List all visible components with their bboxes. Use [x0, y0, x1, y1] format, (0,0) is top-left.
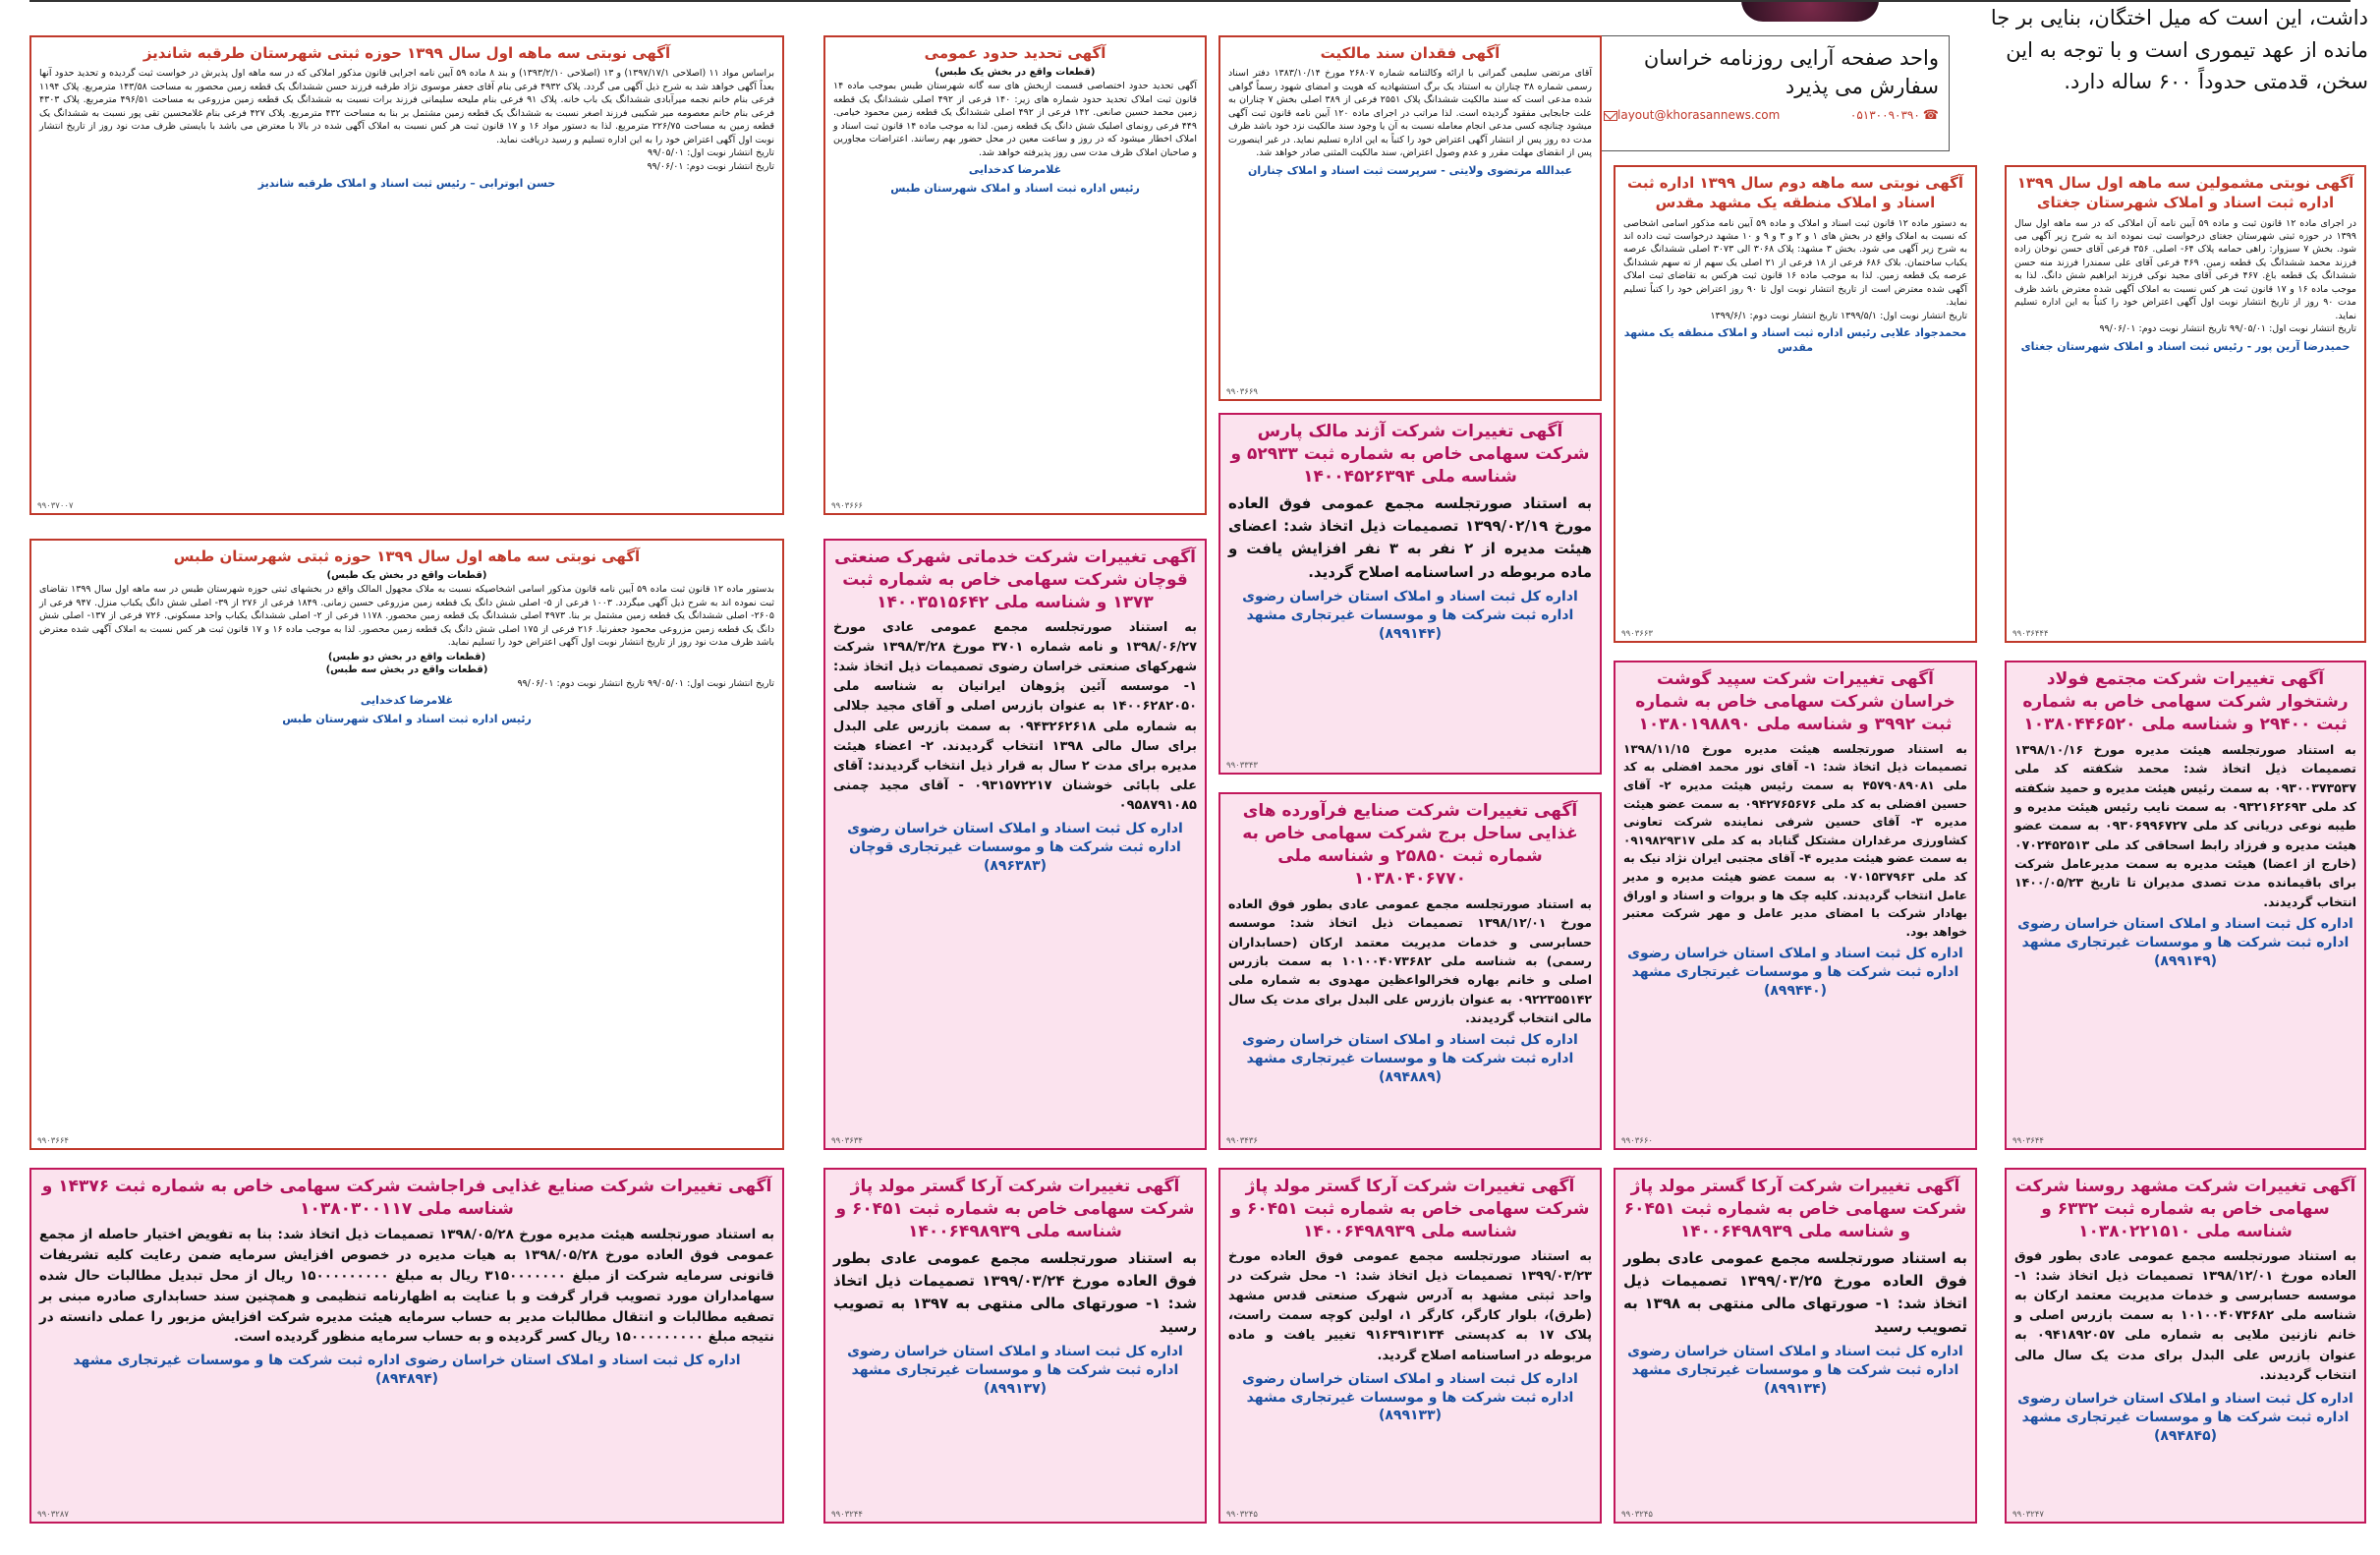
- header-image-fragment: [1741, 0, 1879, 22]
- ad-lost-deed: آگهی فقدان سند مالکیت آقای مرتضی سلیمی گمرانی با ارائه وکالتنامه شماره ۲۶۸۰۷ مورخ ۱۳۸۳/۱۰/۱۴ دفتر اسناد رسمی شماره ۳۸ چناران به استناد یک برگ استشهادیه که هویت و امضای شهود رسماً گواهی شده مدعی است که سند مالکیت ششدانگ پلاک ۲۵۵۱ فرعی از ۳۸۹ اصلی بخش ۷ چناران به علت جابجایی مفقود گردیده است. لذا مراتب در اجرای ماده ۱۲۰ آیین نامه قانون ثبت آگهی میشود چنانچه کسی مدعی انجام معامله نسبت به آن یا وجود سند مالکیت نزد خود باشد ظرف مدت ده روز پس از انتشار آگهی اعتراض خود را کتباً به این اداره تسلیم نماید. در غیر اینصورت پس از انقضای مهلت مقرر و عدم وصول اعتراض، سند مالکیت المثنی صادر خواهد شد. عبدالله مرتضوی ولایتی - سرپرست ثبت اسناد و املاک چناران ۹۹۰۳۶۶۹: [1218, 35, 1602, 401]
- ad-registry-joghatai: آگهی نوبتی مشمولین سه ماهه اول سال ۱۳۹۹ اداره ثبت اسناد و املاک شهرستان جغتای در اجرای ماده ۱۲ قانون ثبت و ماده ۵۹ آیین نامه آن املاکی که در سه ماهه اول سال ۱۳۹۹ در حوزه ثبتی شهرستان جغتای درخواست ثبت نموده اند به شرح زیر آگهی می شود. بخش ۷ سبزوار: راهی حمامه پلاک ۶۴- اصلی. ۳۵۶ فرعی آقای حسن نوخان زاده فرزند محمد ششدانگ یک قطعه زمین. ۴۶۹ فرعی آقای علی سمندرا فرزند منه حسن ششدانگ یک قطعه باغ. ۴۶۷ فرعی آقای مجید نوکی فرزند ابراهیم شش دانگ. لذا به موجب ماده ۱۶ و ۱۷ قانون ثبت هر کس نسبت به املاک آگهی شده معترض باشد ظرف مدت ۹۰ روز از تاریخ انتشار نوبت اول آگهی اعتراض خود را کتباً به این اداره تسلیم نماید. تاریخ انتشار نوبت اول: ۹۹/۰۵/۰۱ تاریخ انتشار نوبت دوم: ۹۹/۰۶/۰۱ حمیدرضا آرین پور - رئیس ثبت اسناد و املاک شهرستان جغتای ۹۹۰۳۶۴۴۴: [2005, 165, 2366, 643]
- contact-row: [1601, 108, 1939, 123]
- ad-quchan-industrial: آگهی تغییرات شرکت خدماتی شهرک صنعتی قوچان شرکت سهامی خاص به شماره ثبت ۱۳۷۳ و شناسه ملی ۱۴۰۰۳۵۱۵۶۴۲ به استناد صورتجلسه مجمع عمومی عادی مورخ ۱۳۹۸/۰۶/۲۷ و نامه شماره ۳۷۰۱ مورخ ۱۳۹۸/۳/۲۸ شرکت شهرکهای صنعتی خراسان رضوی تصمیمات ذیل اتخاذ شد: ۱- موسسه آئین پژوهان ایرانیان به شناسه ملی ۱۴۰۰۶۲۸۲۰۵۰ به عنوان بازرس اصلی و آقای مجید جلالی به شماره ملی ۰۹۴۳۲۶۲۶۱۸ به سمت بازرس علی البدل برای سال مالی ۱۳۹۸ انتخاب گردیدند. ۲- اعضاء هیئت مدیره برای مدت ۲ سال به قرار ذیل انتخاب گردیدند: آقای علی بابائی خوشنان ۰۹۳۱۵۷۲۲۱۷ - آقای مجید چمنی ۰۹۵۸۷۹۱۰۸۵ اداره کل ثبت اسناد و املاک استان خراسان رضوی اداره ثبت شرکت ها و موسسات غیرتجاری قوچان (۸۹۶۳۸۳) ۹۹۰۳۶۳۴: [823, 539, 1207, 1150]
- ad-arka-gostar-1: آگهی تغییرات شرکت آرکا گستر مولد پاژ شرکت سهامی خاص به شماره ثبت ۶۰۴۵۱ و شناسه ملی ۱۴۰۰۶۴۹۸۹۳۹ به استناد صورتجلسه مجمع عمومی عادی بطور فوق العاده مورخ ۱۳۹۹/۰۳/۲۴ تصمیمات ذیل اتخاذ شد: ۱- صورتهای مالی منتهی به ۱۳۹۷ به تصویب رسید اداره کل ثبت اسناد و املاک استان خراسان رضوی اداره ثبت شرکت ها و موسسات غیرتجاری مشهد (۸۹۹۱۳۷) ۹۹۰۳۲۴۴: [823, 1168, 1207, 1524]
- ad-arka-gostar-2: آگهی تغییرات شرکت آرکا گستر مولد پاژ شرکت سهامی خاص به شماره ثبت ۶۰۴۵۱ و شناسه ملی ۱۴۰۰۶۴۹۸۹۳۹ به استناد صورتجلسه مجمع عمومی فوق العاده مورخ ۱۳۹۹/۰۳/۲۳ تصمیمات ذیل اتخاذ شد: ۱- محل شرکت در واحد ثبتی مشهد به آدرس شهرک صنعتی قدس مشهد (طرق)، بلوار کارگر، کارگر ۱، اولین کوچه سمت راست، پلاک ۱۷ به کدپستی ۹۱۶۳۹۱۳۱۳۴ تغییر یافت و ماده مربوطه در اساسنامه اصلاح گردید. اداره کل ثبت اسناد و املاک استان خراسان رضوی اداره ثبت شرکت ها و موسسات غیرتجاری مشهد (۸۹۹۱۳۳) ۹۹۰۳۲۴۵: [1218, 1168, 1602, 1524]
- ad-farajasht-food: آگهی تغییرات شرکت صنایع غذایی فراجاشت شرکت سهامی خاص به شماره ثبت ۱۴۳۷۶ و شناسه ملی ۱۰۳۸۰۳۰۰۱۱۷ به استناد صورتجلسه هیئت مدیره مورخ ۱۳۹۸/۰۵/۲۸ تصمیمات ذیل اتخاذ شد: بنا به تفویض اختیار حاصله از مجمع عمومی فوق العاده مورخ ۱۳۹۸/۰۵/۲۸ به هیات مدیره در خصوص افزایش سرمایه ضمن رعایت کلیه تشریفات قانونی سرمایه شرکت از مبلغ ۳۱۵۰۰۰۰۰۰۰ ریال به مبلغ ۱۵۰۰۰۰۰۰۰۰۰ ریال از محل تبدیل مطالبات حال شده سهامداران مورد تصویب قرار گرفت و با عنایت به اظهارنامه تنظیمی و همچنین سند حسابداری صادره مبنی بر تصفیه مطالبات و انتقال مطالبات مدیر به حساب سرمایه هیئت مدیره شرکت افزایش مزبور را عملی دانسته در نتیجه مبلغ ۱۵۰۰۰۰۰۰۰۰۰ ریال کسر گردیده و به حساب سرمایه منظور گردیده است. اداره کل ثبت اسناد و املاک استان خراسان رضوی اداره ثبت شرکت ها و موسسات غیرتجاری مشهد (۸۹۴۸۹۴) ۹۹۰۳۲۸۷: [29, 1168, 784, 1524]
- ad-rashtkhar-steel: آگهی تغییرات شرکت مجتمع فولاد رشتخوار شرکت سهامی خاص به شماره ثبت ۲۹۴۰۰ و شناسه ملی ۱۰۳۸۰۴۴۶۵۲۰ به استناد صورتجلسه هیئت مدیره مورخ ۱۳۹۸/۱۰/۱۶ تصمیمات ذیل اتخاذ شد: محمد شکفته کد ملی ۰۹۳۰۰۳۷۳۵۳۷ به سمت رئیس هیئت مدیره و حمید شکفته کد ملی ۰۹۳۲۱۶۲۶۹۳ به سمت نایب رئیس هیئت مدیره و طیبه نوعی دریانی کد ملی ۰۹۳۰۶۹۹۶۷۲۷ به سمت عضو هیئت مدیره و فرزاد رابط اسحاقی کد ملی ۰۷۰۲۴۵۲۵۱۳ (خارج از اعضا) هیئت مدیره به سمت مدیرعامل شرکت برای باقیمانده مدت تصدی مدیران تا تاریخ ۱۴۰۰/۰۵/۲۳ انتخاب گردیدند. اداره کل ثبت اسناد و املاک استان خراسان رضوی اداره ثبت شرکت ها و موسسات غیرتجاری مشهد (۸۹۹۱۴۹) ۹۹۰۳۶۴۴: [2005, 661, 2366, 1150]
- ad-sahel-borj: آگهی تغییرات شرکت صنایع فرآورده های غذایی ساحل برج شرکت سهامی خاص به شماره ثبت ۲۵۸۵۰ و شناسه ملی ۱۰۳۸۰۴۰۶۷۷۰ به استناد صورتجلسه مجمع عمومی عادی بطور فوق العاده مورخ ۱۳۹۸/۱۲/۰۱ تصمیمات ذیل اتخاذ شد: موسسه حسابرسی و خدمات مدیریت معتمد ارکان (حسابداران رسمی) به شناسه ملی ۱۰۱۰۰۴۰۷۳۶۸۲ به سمت بازرس اصلی و خانم بهاره فخرالواعظین مهدوی به شماره ملی ۰۹۲۲۳۵۵۱۴۲ به عنوان بازرس علی البدل برای مدت یک سال مالی انتخاب گردیدند. اداره کل ثبت اسناد و املاک استان خراسان رضوی اداره ثبت شرکت ها و موسسات غیرتجاری مشهد (۸۹۴۸۸۹) ۹۹۰۳۴۳۶: [1218, 792, 1602, 1150]
- ad-boundary-tabas: آگهی تحدید حدود عمومی (قطعات واقع در بخش یک طبس) آگهی تحدید حدود اختصاصی قسمت ازبخش های سه گانه شهرستان طبس بموجب ماده ۱۴ قانون ثبت املاک تحدید حدود شماره های زیر: ۱۴۰ فرعی از ۴۹۲ اصلی ششدانگ یک قطعه زمین محمد حسین صانعی. ۱۴۲ فرعی از ۴۹۲ اصلی ششدانگ یک قطعه زمین محمود خیامی. ۴۴۹ فرعی رونمای اصلیک شش دانگ یک قطعه زمین. لذا به موجب ماده ۱۴ قانون ثبت اسناد و املاک اخطار میشود که در روز و ساعت معین در محل حضور بهم رسانند. اعتراضات مجاورین و صاحبان املاک ظرف مدت سی روز پذیرفته خواهد شد. غلامرضا کدخدایی رئیس اداره ثبت اسناد و املاک شهرستان طبس ۹۹۰۳۶۶۶: [823, 35, 1207, 515]
- ad-sepid-gousht: آگهی تغییرات شرکت سپید گوشت خراسان شرکت سهامی خاص به شماره ثبت ۳۹۹۲ و شناسه ملی ۱۰۳۸۰۱۹۸۸۹۰ به استناد صورتجلسه هیئت مدیره مورخ ۱۳۹۸/۱۱/۱۵ تصمیمات ذیل اتخاذ شد: ۱- آقای نور محمد افضلی به کد ملی ۴۵۷۹۰۸۹۰۸۱ به سمت رئیس هیئت مدیره ۲- آقای حسین افضلی به کد ملی ۰۹۴۲۷۶۵۶۷۶ به سمت عضو هیئت مدیره ۳- آقای حسین شرفی نماینده شرکت تعاونی کشاورزی مرغداران مشتکل گناباد به کد ملی ۰۹۱۹۸۲۹۳۱۷ به سمت عضو هیئت مدیره ۴- آقای مجتبی ایران نژاد نیک به کد ملی ۰۷۰۱۵۳۷۹۶۳ به سمت عضو هیئت مدیره و مدیر عامل انتخاب گردیدند. کلیه چک ها و بروات و اسناد و اوراق بهادار شرکت با امضای مدیر عامل و مهر شرکت معتبر خواهد بود. اداره کل ثبت اسناد و املاک استان خراسان رضوی اداره ثبت شرکت ها و موسسات غیرتجاری مشهد (۸۹۹۴۴۰) ۹۹۰۳۶۶۰: [1614, 661, 1977, 1150]
- contact-phone[interactable]: ☎۰۵۱۳۰۰۹۰۳۹۰: [1849, 107, 1939, 123]
- email-icon: [1604, 111, 1617, 121]
- ad-registry-tabas: آگهی نوبتی سه ماهه اول سال ۱۳۹۹ حوزه ثبتی شهرستان طبس (قطعات واقع در بخش یک طبس) بدستور ماده ۱۲ قانون ثبت ماده ۵۹ آیین نامه قانون مذکور اسامی اشخاصیکه نسبت به ملاک مجهول المالک واقع در بخشهای ثبتی حوزه شهرستان طبس در سه ماهه اول سال ۱۳۹۹ تقاضای ثبت نموده اند به شرح ذیل آگهی میگردد. ۱۰۰۳ فرعی از ۵- اصلی شش دانگ یک قطعه زمین مزروعی حسین زمانی. ۱۸۴۹ فرعی از ۲۷۶ از ۳۹- اصلی شش دانگ یکباب منزل. ۹۴۷ فرعی از ۲۶۰۵- اصلی ششدانگ یک قطعه زمین مشتمل بر بنا. ۴۹۷۳ اصلی ششدانگ یک قطعه زمین محصور. ۱۱۷۸ فرعی از ۲- اصلی ششدانگ یکباب واحد مسکونی. ۷۲۶ فرعی از ۱۳۷- اصلی شش دانگ یک قطعه زمین مزروعی محمود جعفرنیا. ۲۱۶ فرعی از ۱۷۵ اصلی شش دانگ یک قطعه زمین محصور. لذا به موجب ماده ۱۶ و ۱۷ قانون ثبت هر کس نسبت به املاک آگهی شده معترض باشد ظرف مدت نود روز از تاریخ انتشار نوبت اول آگهی اعتراض خود را تسلیم نماید. (قطعات واقع در بخش دو طبس) (قطعات واقع در بخش سه طبس) تاریخ انتشار نوبت اول: ۹۹/۰۵/۰۱ تاریخ انتشار نوبت دوم: ۹۹/۰۶/۰۱ غلامرضا کدخدایی رئیس اداره ثبت اسناد و املاک شهرستان طبس ۹۹۰۳۶۶۴: [29, 539, 784, 1150]
- ad-arka-gostar-3: آگهی تغییرات شرکت آرکا گستر مولد پاژ شرکت سهامی خاص به شماره ثبت ۶۰۴۵۱ و شناسه ملی ۱۴۰۰۶۴۹۸۹۳۹ به استناد صورتجلسه مجمع عمومی عادی بطور فوق العاده مورخ ۱۳۹۹/۰۳/۲۵ تصمیمات ذیل اتخاذ شد: ۱- صورتهای مالی منتهی به ۱۳۹۸ به تصویب رسید اداره کل ثبت اسناد و املاک استان خراسان رضوی اداره ثبت شرکت ها و موسسات غیرتجاری مشهد (۸۹۹۱۳۴) ۹۹۰۳۲۴۵: [1614, 1168, 1977, 1524]
- phone-icon: ☎: [1922, 107, 1939, 123]
- contact-line2: سفارش می پذیرد: [1785, 75, 1939, 99]
- ad-registry-mashhad: آگهی نوبتی سه ماهه دوم سال ۱۳۹۹ اداره ثبت اسناد و املاک منطقه یک مشهد مقدس به دستور ماده ۱۲ قانون ثبت اسناد و املاک و ماده ۵۹ آیین نامه مذکور اسامی اشخاصی که نسبت به املاک واقع در بخش های ۱ و ۲ و ۳ و ۹ و ۱۰ مشهد درخواست ثبت داده اند به شرح زیر آگهی می شود. بخش ۳ مشهد: پلاک ۳۰۶۸ الی ۳۰۷۳ اصلی ششدانگ عرصه یکباب ساختمان. بلاک ۶۸۶ فرعی از ۱۸ فرعی از ۲۱ اصلی یک سهم از ته سهم ششدانگ عرصه یک قطعه زمین. لذا به موجب ماده ۱۶ قانون ثبت هرکس به تقاضای ثبت املاک آگهی شده معترض است از تاریخ انتشار نوبت اول تا ۹۰ روز اعتراض خود را کتباً تسلیم نماید. تاریخ انتشار نوبت اول: ۱۳۹۹/۵/۱ تاریخ انتشار نوبت دوم: ۱۳۹۹/۶/۱ محمدجواد علایی رئیس اداره ثبت اسناد و املاک منطقه یک مشهد مقدس ۹۹۰۳۶۶۳: [1614, 165, 1977, 643]
- contact-email[interactable]: layout@khorasannews.com: [1601, 108, 1780, 122]
- contact-line1: واحد صفحه آرایی روزنامه خراسان: [1643, 46, 1939, 70]
- ad-registry-torqabeh: آگهی نوبتی سه ماهه اول سال ۱۳۹۹ حوزه ثبتی شهرستان طرقبه شاندیز براساس مواد ۱۱ (اصلاحی ۱۳۹۷/۱۷/۱) و ۱۳ (اصلاحی ۱۳۹۳/۲/۱۰) و بند ۸ ماده ۵۹ آیین نامه اجرایی قانون مذکور املاکی که در سه ماهه اول پذیرش در خواست ثبت گردیده و تحدید حدود آنها بعداً آگهی خواهد شد به شرح ذیل آگهی می گردد. پلاک ۴۹۳۲ فرعی بنام آقای جعفر موسوی نژاد طرقبه فرزند حسن ششدانگ یک قطعه زمین محصور به مساحت ۱۴۳/۵۸ مترمربع. پلاک ۱۱۹۴ فرعی بنام خانم نجمه میرآبادی ششدانگ یک باب خانه. پلاک ۹۱ فرعی بنام ملیحه سلیمانی فرزند برات نسبت به ششدانگ یک قطعه زمین مزروعی به مساحت ۴۹۶/۵۱ مترمربع. پلاک ۴۳۰۳ فرعی بنام خانم معصومه میر شکیبی فرزند اصغر نسبت به ششدانگ یک قطعه زمین مشتمل بر بنا به مساحت ۴۳۲ مترمربع. پلاک ۴۲۷ فرعی بنام غلامحسین تقی پور نسبت به ششدانگ یک قطعه زمین به مساحت ۲۲۶/۷۵ مترمربع. لذا به دستور مواد ۱۶ و ۱۷ قانون ثبت هر کس نسبت به املاک آگهی شده در بالا با معترض می باشد با بایستی ظرف مدت نود روز از تاریخ انتشار نوبت اول آگهی اعتراض خود را به این اداره تسلیم و رسید دریافت نماید. تاریخ انتشار نوبت اول: ۹۹/۰۵/۰۱ تاریخ انتشار نوبت دوم: ۹۹/۰۶/۰۱ حسن ابوترابی – رئیس ثبت اسناد و املاک طرقبه شاندیز ۹۹۰۳۷۰۰۷: [29, 35, 784, 515]
- article-snippet: داشت، این است که میل اختگان، بنایی بر جا مانده از عهد تیموری است و با توجه به این سخن، قدمتی حدوداً ۶۰۰ ساله دارد.: [1990, 6, 2368, 94]
- ad-mashhad-rosna: آگهی تغییرات شرکت مشهد روسنا شرکت سهامی خاص به شماره ثبت ۶۳۳۲ و شناسه ملی ۱۰۳۸۰۲۲۱۵۱۰ به استناد صورتجلسه مجمع عمومی عادی بطور فوق العاده مورخ ۱۳۹۸/۱۲/۰۱ تصمیمات ذیل اتخاذ شد: ۱- موسسه حسابرسی و خدمات مدیریت معتمد ارکان به شناسه ملی ۱۰۱۰۰۴۰۷۳۶۸۲ به سمت بازرس اصلی و خانم نازنین ملایی به شماره ملی ۰۹۴۱۸۹۲۰۵۷ به عنوان بازرس علی البدل برای مدت یک سال مالی انتخاب گردیدند. اداره کل ثبت اسناد و املاک استان خراسان رضوی اداره ثبت شرکت ها و موسسات غیرتجاری مشهد (۸۹۴۸۴۵) ۹۹۰۳۲۴۷: [2005, 1168, 2366, 1524]
- ad-azhand-malek: آگهی تغییرات شرکت آژند مالک پارس شرکت سهامی خاص به شماره ثبت ۵۲۹۳۳ و شناسه ملی ۱۴۰۰۴۵۲۶۳۹۴ به استناد صورتجلسه مجمع عمومی فوق العاده مورخ ۱۳۹۹/۰۲/۱۹ تصمیمات ذیل اتخاذ شد: اعضای هیئت مدیره از ۲ نفر به ۳ نفر افزایش یافت و ماده مربوطه در اساسنامه اصلاح گردید. اداره کل ثبت اسناد و املاک استان خراسان رضوی اداره ثبت شرکت ها و موسسات غیرتجاری مشهد (۸۹۹۱۴۴) ۹۹۰۳۳۴۳: [1218, 413, 1602, 775]
- layout-service-box: [1590, 35, 1950, 151]
